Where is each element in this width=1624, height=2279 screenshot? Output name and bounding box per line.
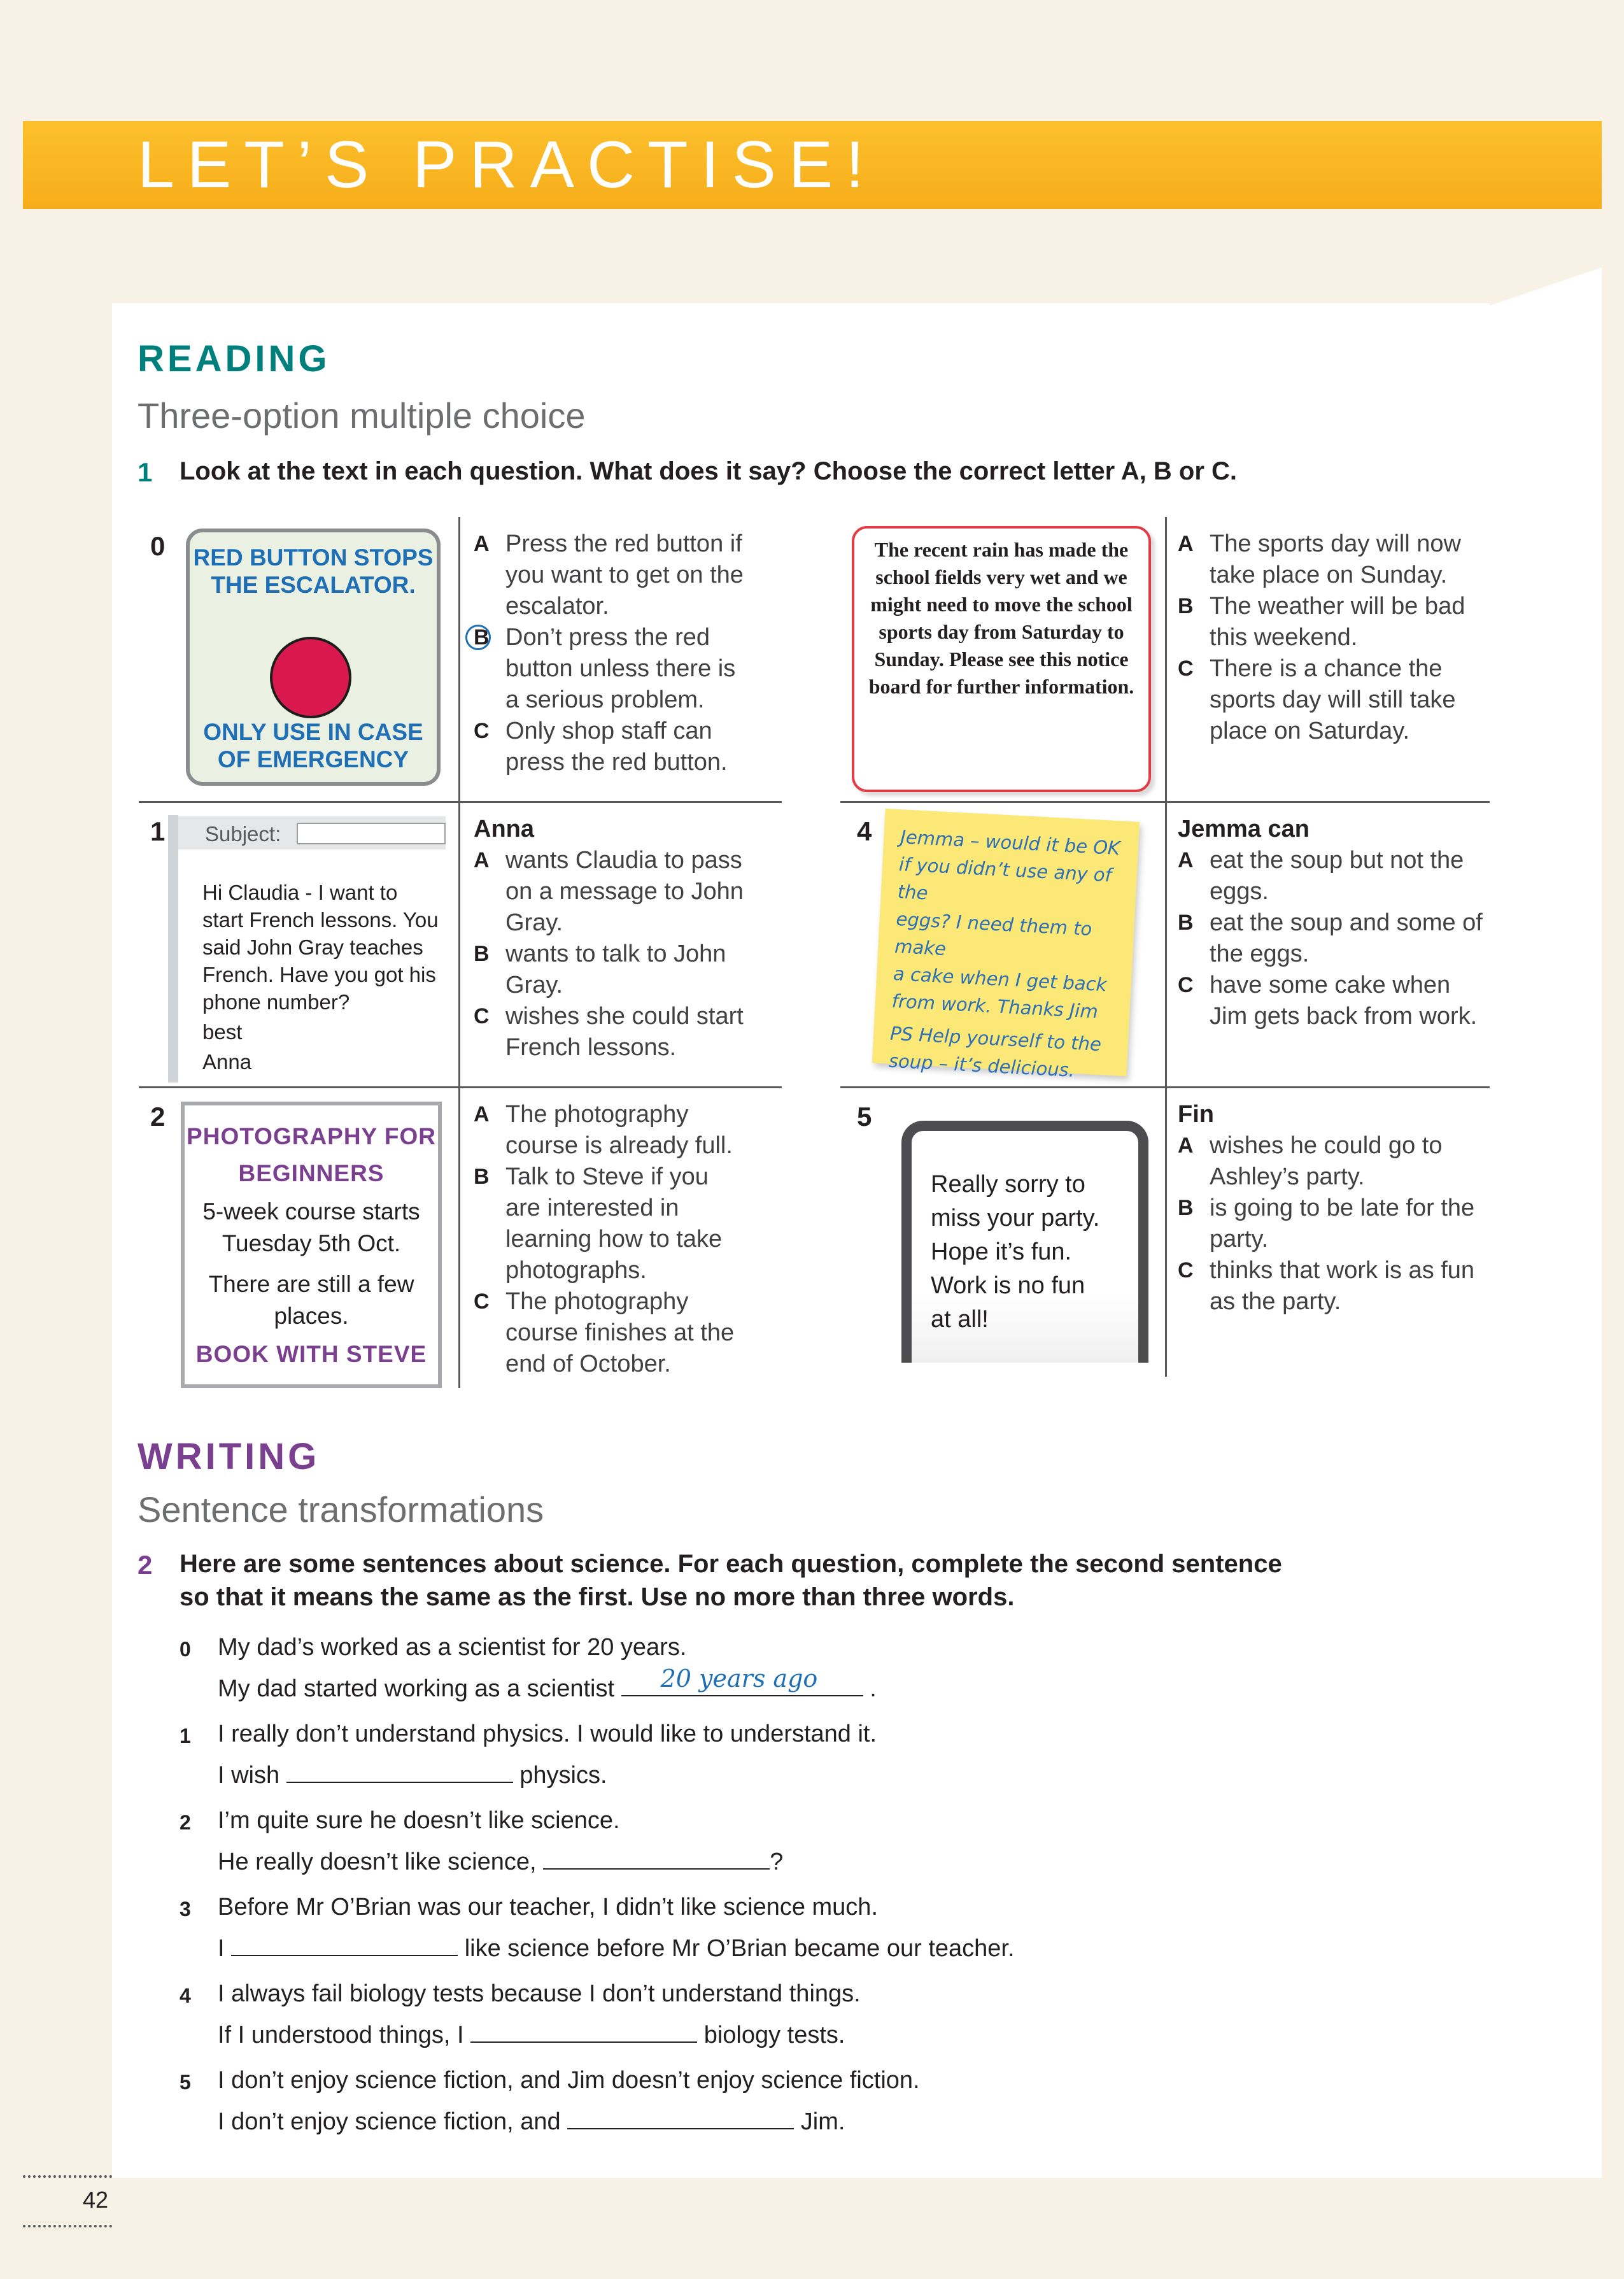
option-b[interactable] (1178, 907, 1490, 970)
sign-bottom-text: ONLY USE IN CASE OF EMERGENCY (203, 719, 423, 772)
second-sentence (218, 1845, 783, 1876)
answer-blank[interactable] (286, 1759, 513, 1783)
option-letter: A (474, 1102, 490, 1126)
note-line: Jemma – would it be OK (900, 826, 1120, 860)
option-c[interactable] (474, 1001, 747, 1063)
grid-divider (1165, 517, 1167, 1377)
option-letter: C (474, 719, 490, 743)
writing-subheading: Sentence transformations (138, 1489, 544, 1530)
option-text: eat the soup but not the eggs. (1210, 847, 1464, 905)
option-list (1178, 1099, 1490, 1317)
sentence-start: I (218, 1935, 225, 1962)
option-letter: B (474, 625, 490, 650)
red-button-icon (270, 637, 351, 718)
sticky-note (872, 809, 1140, 1081)
example-answer: 20 years ago (660, 1665, 818, 1693)
sentence-end: like science before Mr O’Brian became our teacher. (464, 1935, 1015, 1962)
first-sentence: Before Mr O’Brian was our teacher, I didn’t like science much. (218, 1894, 879, 1920)
sentence-end: ? (770, 1849, 784, 1875)
option-text: wants Claudia to pass on a message to John Gray. (505, 847, 744, 936)
option-a[interactable] (474, 1099, 747, 1161)
grid-divider (840, 801, 1490, 803)
photography-advert (181, 1102, 442, 1388)
option-letter: B (474, 942, 490, 966)
note-line: PS Help yourself to the (889, 1022, 1102, 1056)
subject-label: Subject: (205, 822, 281, 846)
email-line: Anna (202, 1050, 252, 1074)
second-sentence (218, 1932, 1015, 1963)
email-line: said John Gray teaches (202, 935, 423, 959)
email-line: start French lessons. You (202, 908, 439, 932)
option-text: Only shop staff can press the red button. (505, 718, 728, 776)
writing-instruction-line: Here are some sentences about science. For each question, complete the second sentence (180, 1550, 1282, 1578)
option-a[interactable] (1178, 529, 1490, 591)
option-a[interactable] (474, 845, 747, 939)
second-sentence (218, 2019, 845, 2049)
sentence-start: I don’t enjoy science fiction, and (218, 2108, 561, 2135)
option-letter: A (474, 848, 490, 872)
question-number: 2 (150, 1102, 166, 1132)
email-line: best (202, 1020, 243, 1044)
school-notice (852, 526, 1151, 792)
option-letter: A (1178, 532, 1194, 556)
option-b[interactable] (474, 1161, 747, 1286)
email-line: French. Have you got his (202, 963, 436, 986)
option-c[interactable] (474, 716, 747, 778)
grid-divider (840, 1086, 1490, 1088)
option-list (474, 1099, 747, 1380)
subject-field[interactable] (297, 823, 446, 844)
sentence-start: My dad started working as a scientist (218, 1675, 615, 1702)
answer-blank[interactable] (470, 2019, 697, 2043)
grid-divider (139, 1086, 782, 1088)
option-text: eat the soup and some of the eggs. (1210, 909, 1483, 967)
reading-heading: READING (138, 338, 330, 380)
sentence-end: physics. (519, 1762, 607, 1789)
option-text: Don’t press the red button unless there is a serious problem. (505, 624, 736, 713)
phone-message (901, 1121, 1148, 1363)
page-frame-left (23, 303, 112, 2178)
email-line: Hi Claudia - I want to (202, 881, 398, 904)
sentence-end: Jim. (800, 2108, 845, 2135)
option-c[interactable] (1178, 653, 1490, 747)
page-frame-bottom (23, 2178, 1602, 2252)
option-letter: C (1178, 657, 1194, 681)
message-line: Work is no fun (931, 1272, 1085, 1299)
answer-blank[interactable] (543, 1845, 770, 1870)
second-sentence (218, 1759, 607, 1789)
option-b[interactable] (474, 939, 747, 1001)
answer-blank[interactable] (621, 1665, 863, 1696)
option-text: The photography course is already full. (505, 1101, 733, 1159)
item-number: 1 (180, 1724, 191, 1747)
second-sentence (218, 1665, 877, 1703)
option-text: The weather will be bad this weekend. (1210, 593, 1465, 651)
first-sentence: I’m quite sure he doesn’t like science. (218, 1807, 620, 1834)
option-c[interactable] (474, 1286, 747, 1380)
option-b[interactable] (1178, 591, 1490, 653)
question-number: 4 (857, 816, 872, 846)
sentence-start: If I understood things, I (218, 2022, 464, 2048)
option-letter: B (474, 1165, 490, 1189)
first-sentence: I always fail biology tests because I don’t understand things. (218, 1980, 861, 2007)
email-line: phone number? (202, 990, 350, 1014)
option-list (1178, 814, 1490, 1032)
option-text: is going to be late for the party. (1210, 1195, 1475, 1253)
grid-divider (458, 517, 460, 1388)
question-number: 0 (150, 531, 166, 561)
sentence-end: biology tests. (703, 2022, 845, 2048)
grid-divider (139, 801, 782, 803)
page-number: 42 (83, 2187, 109, 2213)
option-text: wishes she could start French lessons. (505, 1003, 744, 1061)
email-body (202, 879, 439, 1076)
writing-instruction-line: so that it means the same as the first. Use no more than three words. (180, 1583, 1015, 1611)
option-c[interactable] (1178, 1255, 1490, 1317)
option-letter: A (1178, 848, 1194, 872)
option-letter: A (1178, 1133, 1194, 1158)
sentence-start: I wish (218, 1762, 280, 1789)
note-line: if you didn’t use any of the (897, 853, 1112, 904)
option-list (1178, 529, 1490, 747)
reading-instruction-number: 1 (138, 457, 153, 487)
option-text: Talk to Steve if you are interested in learning how to take photographs. (505, 1163, 723, 1284)
second-sentence (218, 2105, 845, 2136)
first-sentence: I really don’t understand physics. I would like to understand it. (218, 1721, 877, 1747)
option-text: wishes he could go to Ashley’s party. (1210, 1132, 1443, 1190)
option-text: Press the red button if you want to get on the escalator. (505, 530, 744, 620)
option-text: The sports day will now take place on Sunday. (1210, 530, 1461, 588)
note-line: a cake when I get back (893, 962, 1108, 996)
item-number: 0 (180, 1638, 191, 1661)
question-stem: Fin (1178, 1101, 1214, 1128)
advert-text: There are still a few places. (208, 1271, 414, 1329)
answer-blank[interactable] (231, 1932, 458, 1956)
option-text: The photography course finishes at the end of October. (505, 1288, 735, 1377)
writing-instruction-number: 2 (138, 1550, 153, 1580)
option-letter: C (474, 1004, 490, 1028)
option-text: There is a chance the sports day will still take place on Saturday. (1210, 655, 1456, 744)
message-line: miss your party. (931, 1205, 1100, 1232)
message-line: at all! (931, 1306, 989, 1333)
option-b[interactable] (1178, 1193, 1490, 1255)
item-number: 4 (180, 1984, 191, 2007)
message-line: Really sorry to (931, 1171, 1085, 1198)
reading-instruction: Look at the text in each question. What does it say? Choose the correct letter A, B or C. (180, 457, 1238, 485)
item-number: 3 (180, 1898, 191, 1920)
divider (23, 2225, 112, 2227)
divider (23, 2175, 112, 2178)
option-a[interactable] (1178, 1130, 1490, 1193)
option-text: thinks that work is as fun as the party. (1210, 1257, 1475, 1315)
advert-heading: PHOTOGRAPHY FOR BEGINNERS (187, 1123, 436, 1186)
message-line: Hope it’s fun. (931, 1239, 1072, 1265)
answer-circle-icon (465, 625, 491, 650)
option-list (474, 814, 747, 1063)
option-letter: C (474, 1289, 490, 1314)
note-text (888, 823, 1136, 1087)
question-stem: Jemma can (1178, 816, 1310, 842)
note-line: soup – it’s delicious. (888, 1049, 1075, 1081)
option-text: wants to talk to John Gray. (505, 941, 726, 998)
sign-top-text: RED BUTTON STOPS THE ESCALATOR. (193, 544, 434, 598)
sentence-end: . (870, 1675, 877, 1702)
option-letter: B (1178, 911, 1194, 935)
item-number: 5 (180, 2071, 191, 2094)
advert-text: 5-week course starts Tuesday 5th Oct. (202, 1198, 420, 1256)
question-stem: Anna (474, 816, 534, 842)
writing-heading: WRITING (138, 1436, 320, 1477)
first-sentence: My dad’s worked as a scientist for 20 years. (218, 1634, 687, 1661)
note-line: from work. Thanks Jim (891, 990, 1099, 1023)
advert-footer: BOOK WITH STEVE (195, 1341, 427, 1367)
option-letter: C (1178, 1258, 1194, 1282)
option-letter: A (474, 532, 490, 556)
answer-blank[interactable] (567, 2105, 794, 2129)
question-number: 5 (857, 1102, 872, 1132)
question-number: 1 (150, 816, 166, 846)
option-a[interactable] (474, 529, 747, 622)
message-text (931, 1168, 1141, 1337)
scrollbar (168, 815, 178, 1083)
sentence-start: He really doesn’t like science, (218, 1849, 537, 1875)
option-letter: C (1178, 973, 1194, 997)
note-line: eggs? I need them to make (894, 907, 1093, 960)
option-text: have some cake when Jim gets back from work. (1210, 972, 1478, 1030)
first-sentence: I don’t enjoy science fiction, and Jim doesn’t enjoy science fiction. (218, 2067, 920, 2094)
option-a[interactable] (1178, 845, 1490, 907)
option-b[interactable] (474, 622, 747, 716)
option-list (474, 529, 747, 778)
item-number: 2 (180, 1811, 191, 1834)
option-c[interactable] (1178, 970, 1490, 1032)
notice-text: The recent rain has made the school fields very wet and we might need to move the school sports day from Saturday to Sunday. Please see this notice board for further information. (868, 538, 1134, 698)
option-letter: B (1178, 594, 1194, 618)
option-letter: B (1178, 1196, 1194, 1220)
reading-subheading: Three-option multiple choice (138, 395, 586, 436)
page-title: LET’S PRACTISE! (138, 128, 877, 202)
page-frame-corner (1490, 267, 1602, 306)
